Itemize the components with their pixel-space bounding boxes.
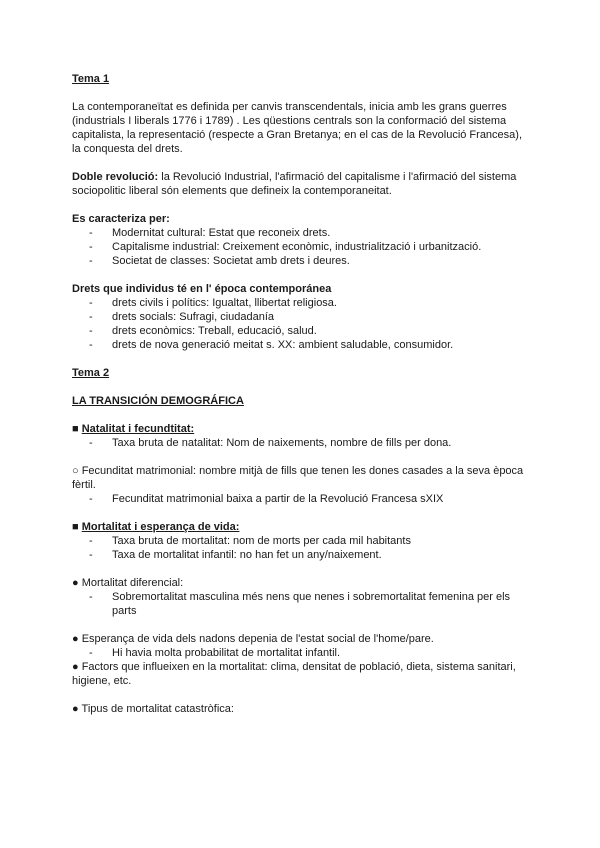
natalitat-list [72,436,532,450]
list-item: - Taxa de mortalitat infantil: no han fet un any/naixement. [89,548,532,562]
list-item: - Modernitat cultural: Estat que reconeix drets. [89,226,532,240]
mortalitat-heading [72,520,532,534]
list-item: - drets econòmics: Treball, educació, salud. [89,324,532,338]
list-item: - Hi havia molta probabilitat de mortalitat infantil. [89,646,532,660]
natalitat-heading [72,422,532,436]
mortalitat-label: Mortalitat i esperança de vida: [81,521,240,533]
natalitat-label: Natalitat i fecundtitat: [81,423,195,435]
diferencial-list [72,590,532,618]
caracteriza-heading: Es caracteriza per: [72,213,170,225]
list-item: - Capitalisme industrial: Creixement econòmic, industrialització i urbanització. [89,240,532,254]
list-item: - drets civils i polítics: Igualtat, llibertat religiosa. [89,296,532,310]
doble-revolucio-label: Doble revolució: [72,171,159,183]
drets-heading: Drets que individus té en l' época contemporánea [72,283,332,295]
list-item: - Societat de classes: Societat amb drets i deures. [89,254,532,268]
list-item: - drets socials: Sufragi, ciudadanía [89,310,532,324]
square-bullet-icon: ■ [72,521,79,533]
diferencial-text: ● Mortalitat diferencial: [72,577,184,589]
list-item: - Sobremortalitat masculina més nens que nenes i sobremortalitat femenina per els parts [89,590,532,618]
doble-revolucio-text: la Revolució Industrial, l'afirmació del capitalisme i l'afirmació del sistema sociopolitic liberal són elements que defineix la contemporaneitat. [72,171,517,197]
fecunditat-text: ○ Fecunditat matrimonial: nombre mitjà de fills que tenen les dones casades a la seva època fèrtil. [72,465,524,491]
doble-revolucio-paragraph [72,170,532,198]
list-item: - Taxa bruta de mortalitat: nom de morts per cada mil habitants [89,534,532,548]
list-item: - Fecunditat matrimonial baixa a partir de la Revolució Francesa sXIX [89,492,532,506]
document-content [72,72,532,716]
esperanca-text: ● Esperança de vida dels nadons depenia de l'estat social de l'home/pare. [72,633,434,645]
square-bullet-icon: ■ [72,423,79,435]
factors-text: ● Factors que influeixen en la mortalitat: clima, densitat de població, dieta, sistema sanitari, higiene, etc. [72,661,516,687]
list-item: - drets de nova generació meitat s. XX: ambient saludable, consumidor. [89,338,532,352]
tema1-intro: La contemporaneïtat es definida per canvis transcendentals, inicia amb les grans guerres (industrials I liberals 1776 i 1789) . Les qüestions centrals son la conformació del sistema capitalista, la representació (respecte a Gran Bretanya; en el cas de la Revolució Francesa), la conquesta del drets. [72,101,523,155]
fecunditat-list [72,492,532,506]
esperanca-list [72,646,532,660]
tema2-title: Tema 2 [72,367,110,379]
tipus-text: ● Tipus de mortalitat catastròfica: [72,703,234,715]
drets-list [72,296,532,352]
mortalitat-list [72,534,532,562]
list-item: - Taxa bruta de natalitat: Nom de naixements, nombre de fills per dona. [89,436,532,450]
tema2-subtitle: LA TRANSICIÓN DEMOGRÁFICA [72,395,244,407]
caracteriza-list [72,226,532,268]
tema1-title: Tema 1 [72,73,110,85]
